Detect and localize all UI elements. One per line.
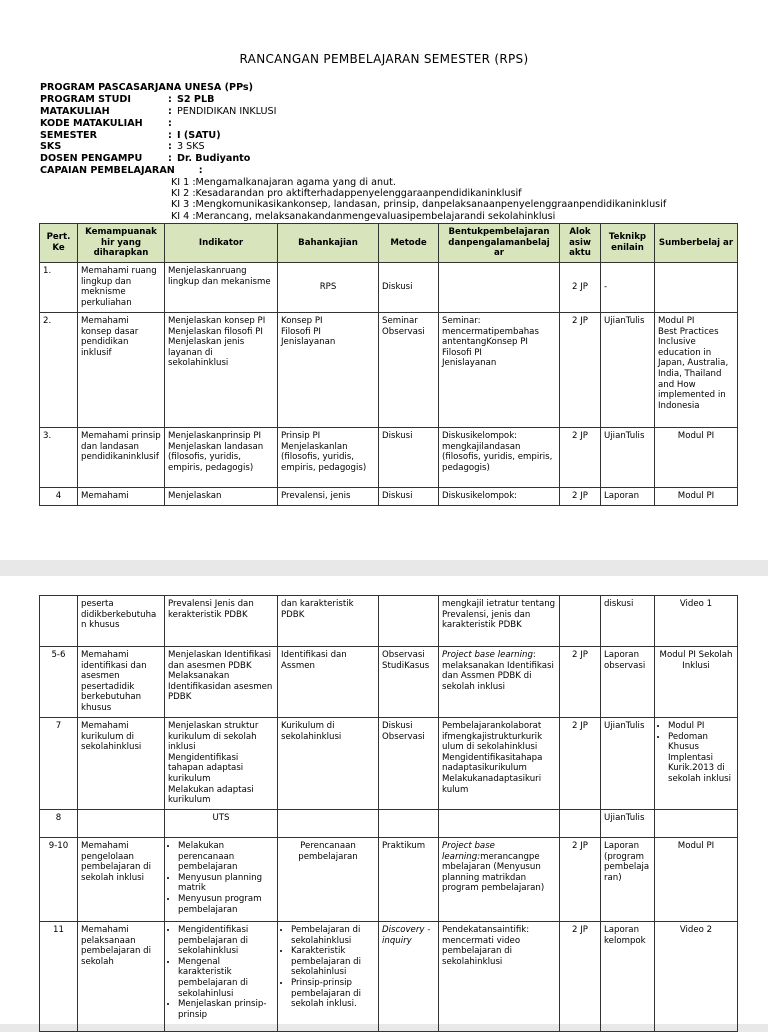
header-row-semester: SEMESTER : I (SATU) [40, 129, 221, 141]
col-header-bahan: Bahankajian [278, 224, 379, 263]
ki-1: KI 1 :Mengamalkanajaran agama yang di anut. [171, 177, 396, 188]
ki-3: KI 3 :Mengkomunikasikankonsep, landasan, prinsip, danpelaksanaanpenyelenggraanpendidikaninklusif [171, 199, 667, 211]
col-header-alokasi: Alok asiw aktu [560, 224, 601, 263]
list-item: • Melakukan perencanaan pembelajaran [178, 841, 274, 873]
list-item: • Prinsip-prinsip pembelajaran di sekolah inklusi. [291, 978, 375, 1010]
table-row: peserta didikberkebutuhan khusus Prevalensi Jenis dan kerakteristik PDBK dan karakteristik PDBK mengkajil ietratur tentang Prevalensi, jenis dan karakteristik PDBK diskusi Video 1 [40, 596, 738, 647]
rps-table-page-2 [39, 595, 738, 1032]
list-item: • Menjelaskan prinsip-prinsip [178, 999, 274, 1020]
header-row-kode-matakuliah: KODE MATAKULIAH : [40, 117, 172, 129]
table-row: 9-10 Memahami pengelolaan pembelajaran di sekolah inklusi • Melakukan perencanaan pembelajaran • Menyusun planning matrik • Menyusun program pembelajaran Perencanaan pembelajaran Praktikum Project base learning:merancangpe mbelajaran (Menyusun planning matrikdan program pembelajaran) 2 JP Laporan (program pembelajaran) Modul PI [40, 838, 738, 922]
document-title: RANCANGAN PEMBELAJARAN SEMESTER (RPS) [239, 52, 529, 66]
list-item: • Mengenal karakteristik pembelajaran di sekolahinlusi [178, 957, 274, 999]
table-row: 7 Memahami kurikulum di sekolahinklusi Menjelaskan struktur kurikulum di sekolah inklusi Mengidentifikasi tahapan adaptasi kurikulum Melakukan adaptasi kurikulum Kurikulum di sekolahinklusi Diskusi Observasi Pembelajarankolaborat ifmengkajistrukturkurik ulum di sekolahinklusi Mengidentifikasitahapa nadaptasikurikulum Melakukanadaptasikuri kulum 2 JP UjianTulis • Modul PI • Pedoman Khusus Implentasi Kurik.2013 di sekolah inklusi [40, 718, 738, 810]
header-row-sks: SKS : 3 SKS [40, 141, 205, 153]
col-header-bentuk: Bentukpembelajaran danpengalamanbelaj ar [439, 224, 560, 263]
program-line: PROGRAM PASCASARJANA UNESA (PPs) [40, 82, 254, 93]
table-row: 2. Memahami konsep dasar pendidikan inklusif Menjelaskan konsep PI Menjelaskan filosofi PI Menjelaskan jenis layanan di sekolahinklusi Konsep PI Filosofi PI Jenislayanan Seminar Observasi Seminar: mencermatipembahas antentangKonsep PI Filosofi PI Jenislayanan 2 JP UjianTulis Modul PI Best Practices Inclusive education in Japan, Australia, India, Thailand and How implemented in Indonesia [40, 313, 738, 428]
table-header-row [40, 224, 738, 263]
list-item: • Mengidentifikasi pembelajaran di sekolahinklusi [178, 925, 274, 957]
list-item: • Menyusun planning matrik [178, 873, 274, 894]
table-row: 8 UTS UjianTulis [40, 810, 738, 838]
col-header-sumber: Sumberbelaj ar [655, 224, 738, 263]
ki-4: KI 4 :Merancang, melaksanakandanmengevaluasipembelajarandi sekolahinklusi [171, 210, 556, 222]
table-row: 4 Memahami Menjelaskan Prevalensi, jenis Diskusi Diskusikelompok: 2 JP Laporan Modul PI [40, 488, 738, 506]
col-header-pertemuan: Pert. Ke [40, 224, 78, 263]
ki-2: KI 2 :Kesadarandan pro aktifterhadappenyelenggaraanpendidikaninklusif [171, 188, 522, 200]
col-header-teknik: Teknikp enilain [601, 224, 655, 263]
rps-table-page-1 [39, 223, 738, 506]
col-header-kemampuan: Kemampuanak hir yang diharapkan [78, 224, 165, 263]
list-item: • Menyusun program pembelajaran [178, 894, 274, 915]
header-row-capaian: CAPAIAN PEMBELAJARAN : [40, 165, 203, 177]
list-item: • Karakteristik pembelajaran di sekolahinlusi [291, 946, 375, 978]
table-row: 3. Memahami prinsip dan landasan pendidikaninklusif Menjelaskanprinsip PI Menjelaskan landasan (filosofis, yuridis, empiris, pedagogis) Prinsip PI Menjelaskanlan (filosofis, yuridis, empiris, pedagogis) Diskusi Diskusikelompok: mengkajilandasan (filosofis, yuridis, empiris, pedagogis) 2 JP UjianTulis Modul PI [40, 428, 738, 488]
ki-list [171, 177, 666, 222]
list-item: • Pedoman Khusus Implentasi Kurik.2013 di sekolah inklusi [668, 732, 734, 785]
header-row-matakuliah: MATAKULIAH : PENDIDIKAN INKLUSI [40, 105, 277, 117]
list-item: • Pembelajaran di sekolahinklusi [291, 925, 375, 946]
header-row-program-studi: PROGRAM STUDI : S2 PLB [40, 93, 215, 105]
table-row: 11 Memahami pelaksanaan pembelajaran di sekolah • Mengidentifikasi pembelajaran di sekolahinklusi • Mengenal karakteristik pembelajaran di sekolahinlusi • Menjelaskan prinsip-prinsip • Pembelajaran di sekolahinklusi • Karakteristik pembelajaran di sekolahinlusi • Prinsip-prinsip pembelajaran di sekolah inklusi. Discovery -inquiry Pendekatansaintifik: mencermati video pembelajaran di sekolahinklusi 2 JP Laporan kelompok Video 2 [40, 922, 738, 1032]
col-header-indikator: Indikator [165, 224, 278, 263]
list-item: • Modul PI [668, 721, 734, 732]
course-header [40, 82, 276, 177]
header-row-dosen: DOSEN PENGAMPU : Dr. Budiyanto [40, 153, 251, 165]
table-row: 1. Memahami ruang lingkup dan meknisme perkuliahan Menjelaskanruang lingkup dan mekanisme RPS Diskusi 2 JP - [40, 263, 738, 313]
table-row: 5-6 Memahami identifikasi dan asesmen pesertadidik berkebutuhan khusus Menjelaskan Identifikasi dan asesmen PDBK Melaksanakan Identifikasidan asesmen PDBK Identifikasi dan Assmen Observasi StudiKasus Project base learning: melaksanakan Identifikasi dan Assmen PDBK di sekolah inklusi 2 JP Laporan observasi Modul PI Sekolah Inklusi [40, 647, 738, 718]
document-page-2 [0, 576, 768, 1024]
col-header-metode: Metode [379, 224, 439, 263]
